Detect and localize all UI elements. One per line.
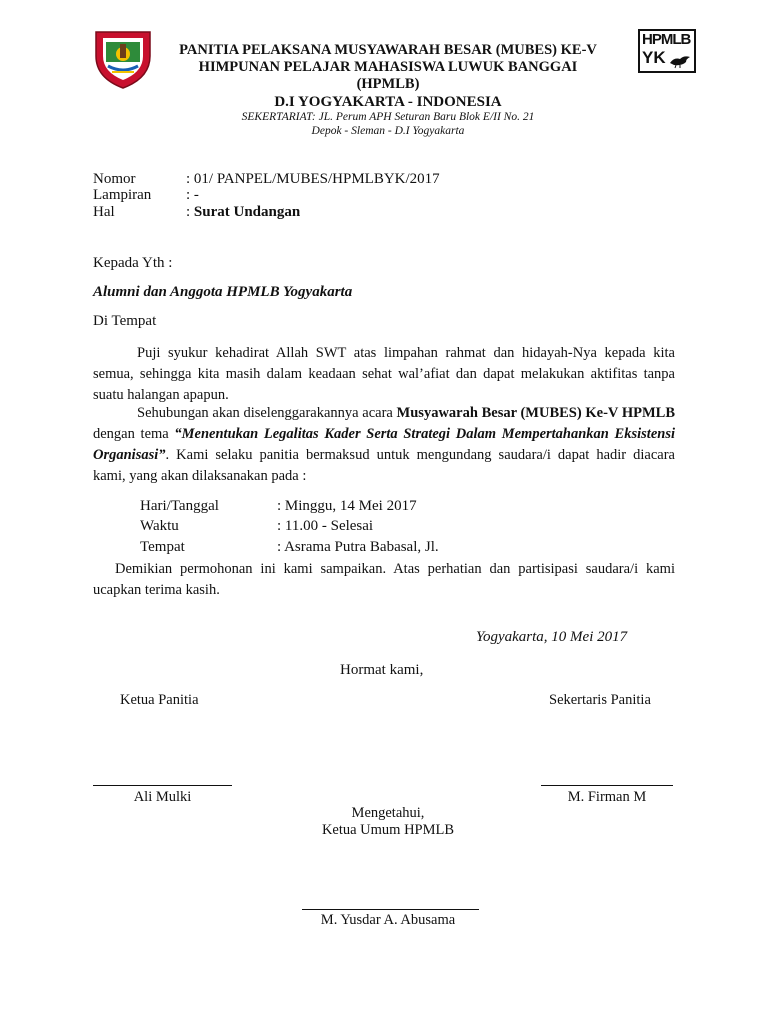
event-name: Musyawarah Besar (MUBES) Ke-V HPMLB bbox=[396, 405, 675, 421]
logo-text-top: HPMLB bbox=[642, 31, 691, 48]
meta-value-hal-colon: : bbox=[186, 204, 194, 220]
meta-value-hal bbox=[186, 204, 300, 221]
detail-value-place: : Asrama Putra Babasal, Jl. bbox=[277, 539, 439, 555]
left-signatory-title: Ketua Panitia bbox=[120, 692, 199, 708]
place-date: Yogyakarta, 10 Mei 2017 bbox=[476, 629, 628, 645]
bird-icon bbox=[668, 53, 692, 74]
meta-label-hal: Hal bbox=[93, 204, 115, 220]
greeting: Kepada Yth : bbox=[93, 255, 173, 271]
paragraph-2 bbox=[93, 403, 675, 487]
meta-label-lampiran: Lampiran bbox=[93, 187, 152, 203]
regency-emblem-logo bbox=[90, 26, 156, 90]
header-line-3: (HPMLB) bbox=[356, 76, 420, 92]
meta-value-lampiran: : - bbox=[186, 187, 199, 203]
header-address-1: SEKERTARIAT: JL. Perum APH Seturan Baru Blok E/II No. 21 bbox=[241, 111, 535, 123]
approval-signature-line bbox=[302, 909, 479, 910]
detail-label-date: Hari/Tanggal bbox=[140, 498, 219, 514]
recipient-place: Di Tempat bbox=[93, 313, 157, 329]
approval-name: M. Yusdar A. Abusama bbox=[320, 912, 456, 928]
regards: Hormat kami, bbox=[340, 662, 424, 678]
header-address-2: Depok - Sleman - D.I Yogyakarta bbox=[311, 125, 465, 137]
event-theme: “Menentukan Legalitas Kader Serta Strategi Dalam Mempertahankan Eksistensi Organisasi” bbox=[93, 426, 675, 463]
detail-value-time: : 11.00 - Selesai bbox=[277, 518, 374, 534]
right-signatory-name: M. Firman M bbox=[567, 789, 647, 805]
paragraph-1: Puji syukur kehadirat Allah SWT atas limpahan rahmat dan hidayah-Nya kepada kita semua, sehingga kita masih dalam keadaan sehat wal’afiat dan dapat melakukan aktifitas tanpa suatu halangan apapun. bbox=[93, 345, 675, 403]
meta-label-nomor: Nomor bbox=[93, 171, 136, 187]
paragraph-2-intro: Sehubungan akan diselenggarakannya acara bbox=[137, 405, 397, 421]
detail-label-time: Waktu bbox=[140, 518, 179, 534]
meta-value-nomor: : 01/ PANPEL/MUBES/HPMLBYK/2017 bbox=[186, 171, 440, 187]
header-line-1: PANITIA PELAKSANA MUSYAWARAH BESAR (MUBES) KE-V bbox=[179, 42, 597, 58]
header-line-4: D.I YOGYAKARTA - INDONESIA bbox=[274, 94, 502, 110]
right-signature-line bbox=[541, 785, 673, 786]
left-signature-line bbox=[93, 785, 232, 786]
detail-value-date: : Minggu, 14 Mei 2017 bbox=[277, 498, 417, 514]
left-signatory-name: Ali Mulki bbox=[133, 789, 192, 805]
approval-title: Ketua Umum HPMLB bbox=[321, 822, 455, 838]
paragraph-3: Demikian permohonan ini kami sampaikan. Atas perhatian dan partisipasi saudara/i kami ucapkan terima kasih. bbox=[93, 561, 675, 598]
logo-text-bottom: YK bbox=[642, 48, 666, 67]
recipient-name: Alumni dan Anggota HPMLB Yogyakarta bbox=[93, 284, 353, 300]
right-signatory-title: Sekertaris Panitia bbox=[549, 692, 651, 708]
approval-label: Mengetahui, bbox=[351, 805, 425, 821]
paragraph-2-theme-lead: dengan tema bbox=[93, 426, 175, 442]
detail-label-place: Tempat bbox=[140, 539, 185, 555]
header-line-2: HIMPUNAN PELAJAR MAHASISWA LUWUK BANGGAI bbox=[198, 59, 578, 75]
hpmlb-yk-logo bbox=[638, 29, 696, 73]
paragraph-2-rest: . Kami selaku panitia bermaksud untuk mengundang saudara/i dapat hadir diacara kami, yang akan dilaksanakan pada : bbox=[93, 447, 675, 484]
meta-value-hal-subject: Surat Undangan bbox=[193, 204, 301, 220]
